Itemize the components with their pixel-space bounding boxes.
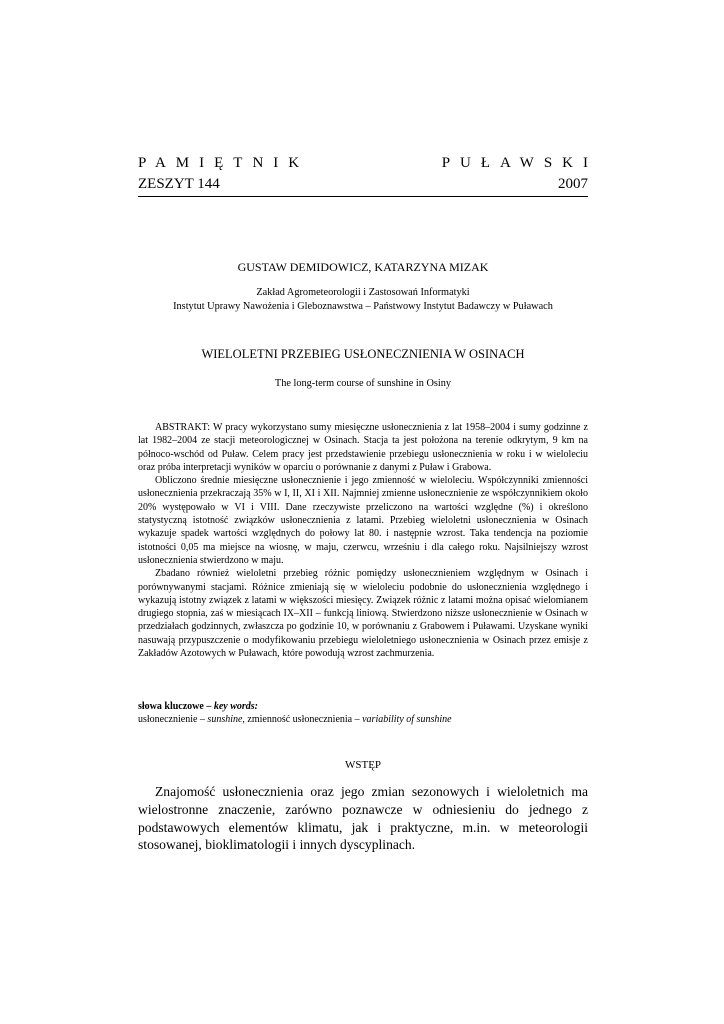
- section-heading: WSTĘP: [344, 759, 382, 771]
- affiliation-institute: Instytut Uprawy Nawożenia i Gleboznawstwa – Państwowy Instytut Badawczy w Puławach: [173, 301, 553, 312]
- keywords: [138, 700, 588, 726]
- affiliation-department: Zakład Agrometeorologii i Zastosowań Informatyki: [256, 287, 470, 298]
- abstract-paragraph: Obliczono średnie miesięczne usłonecznienie i jego zmienność w wieloleciu. Współczynniki zmienności usłonecznienia przekraczają 35% w I, II, XI i XII. Najmniej zmienne usłonecznienie ze współczynnikiem około 20% występowało w VI i VIII. Dane rzeczywiste przeliczono na wartości względne (%) i określono statystyczną istotność związków usłonecznienia z latami. Przebieg wieloletni usłonecznienia w Osinach wykazuje spadek wartości względnych do połowy lat 80. i następnie wzrost. Taka tendencja na poziomie istotności 0,05 ma miejsce na wiosnę, w maju, czerwcu, wrześniu i dla całego roku. Najsilniejszy wzrost usłonecznienia stwierdzono w maju.: [138, 475, 588, 566]
- paper-subtitle: The long-term course of sunshine in Osiny: [274, 378, 452, 389]
- journal-name-right: PUŁAWSKI: [441, 155, 598, 171]
- keyword-en: sunshine: [207, 714, 243, 725]
- journal-name-left: PAMIĘTNIK: [138, 155, 310, 171]
- keywords-list: [138, 713, 588, 726]
- keyword-separator: ,: [242, 714, 245, 725]
- keywords-heading: [138, 700, 588, 713]
- abstract-paragraph: ABSTRAKT: W pracy wykorzystano sumy miesięczne usłonecznienia z lat 1958–2004 i sumy godzinne z lat 1982–2004 ze stacji meteorologicznej w Osinach. Stacja ta jest położona na terenie odkrytym, 9 km na północo-wschód od Puław. Celem pracy jest przedstawienie przebiegu usłonecznienia w roku i w wieloleciu oraz próba interpretacji wyników w oparciu o porównanie z danymi z Puław i Grabowa.: [138, 422, 588, 473]
- keywords-label-pl: słowa kluczowe –: [138, 701, 212, 712]
- keywords-label-en: key words:: [213, 701, 259, 712]
- intro-paragraph: Znajomość usłonecznienia oraz jego zmian sezonowych i wieloletnich ma wielostronne znaczenie, zarówno poznawcze w odniesieniu do jednego z podstawowych elementów klimatu, jak i praktyczne, m.in. w meteorologii stosowanej, bioklimatologii i innych dyscyplinach.: [138, 784, 588, 853]
- introduction: [138, 783, 588, 854]
- keyword-pl: usłonecznienie –: [138, 714, 205, 725]
- header-rule: [138, 196, 588, 197]
- issue-number: ZESZYT 144: [138, 176, 220, 192]
- issue-year: 2007: [558, 176, 588, 192]
- keyword-pl: zmienność usłonecznienia –: [247, 714, 360, 725]
- abstract-paragraph: Zbadano również wieloletni przebieg różnic pomiędzy usłonecznieniem względnym w Osinach i porównywanymi stacjami. Różnice zmieniają się w wieloleciu podobnie do usłonecznienia względnego i wykazują istotny związek z latami w większości miesięcy. Związek różnic z latami można opisać wielomianem drugiego stopnia, zaś w miesiącach IX–XII – funkcją liniową. Stwierdzono niższe usłonecznienie w Osinach w przedziałach godzinnych, zwłaszcza po godzinie 10, w porównaniu z Grabowem i Puławami. Uzyskane wyniki nasuwają przypuszczenie o modyfikowaniu przebiegu wieloletniego usłonecznienia w Osinach przez emisje z Zakładów Azotowych w Puławach, które powodują wzrost zachmurzenia.: [138, 568, 588, 660]
- authors: GUSTAW DEMIDOWICZ, KATARZYNA MIZAK: [237, 260, 489, 274]
- abstract: [138, 421, 588, 660]
- paper-title: WIELOLETNI PRZEBIEG USŁONECZNIENIA W OSINACH: [201, 347, 525, 361]
- page: [138, 0, 598, 1024]
- keyword-en: variability of sunshine: [362, 714, 452, 725]
